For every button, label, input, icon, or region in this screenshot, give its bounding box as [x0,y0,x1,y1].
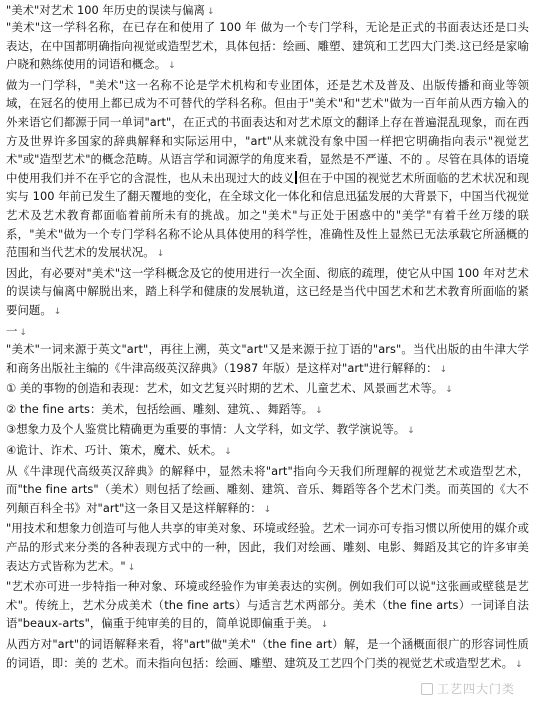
paragraph-oxford-text: 从《牛津现代高级英汉辞典》的解释中，显然未将"art"指向今天我们所理解的视觉艺术或造型艺术，而"the fine arts"（美术）则包括了绘画、雕刻、建筑、音乐、舞蹈等各个艺术门类。而英国的《大不列颠百科全书》对"art"这一条目又是这样解释的： [6,463,529,515]
paragraph-mark-icon: ↓ [263,504,272,515]
quote-britannica-2-text: "艺术亦可进一步特指一种对象、环境或经验作为审美表达的实例。例如我们可以说"这张画或壁毯是艺术"。传统上，艺术分成美术（the fine arts）与适言艺术两部分。美术（the fine arts）一词译自法语"beaux-arts"，偏重于纯审美的目的，简单说即偏重于美。 [6,579,529,631]
paragraph-mark-icon: ↓ [127,562,136,573]
watermark-text: 工艺四大门类 [436,682,515,696]
paragraph-mark-icon: ↓ [206,7,215,17]
quote-britannica-2 [6,577,529,635]
document-title [6,2,529,18]
definition-item-2 [6,400,529,421]
paragraph-mark-icon: ↓ [315,405,323,416]
paragraph-mark-icon: ↓ [19,327,27,338]
definition-item-1 [6,379,529,400]
watermark [421,680,515,697]
paragraph-intro [6,18,529,76]
paragraph-etymology [6,340,529,379]
paragraph-mark-icon: ↓ [407,426,415,437]
paragraph-mark-icon: ↓ [320,620,329,631]
paragraph-oxford [6,462,529,520]
paragraph-discipline [6,76,529,264]
paragraph-mark-icon: ↓ [515,659,523,670]
definition-text-1: ① 美的事物的创造和表现：艺术，如文艺复兴时期的艺术、儿童艺术、风景画艺术等。 [6,381,444,396]
paragraph-intro-text: "美术"这一学科名称，在已存在和使用了 100 年 做为一个专门学科，无论是正式的书面表达还是口头表达，在中国都明确指向视觉或造型艺术，具体包括：绘画、雕塑、建筑和工艺四大门类.这已经是家喻户晓和熟练使用的词语和概念。 [6,20,529,72]
section-heading-text: 一 [6,323,18,338]
paragraph-discipline-text-a: 做为一门学科，"美术"这一名称不论是学术机构和专业团体，还是艺术及普及、出版传播和商业等领域，在冠名的使用上都已成为不可替代的学科名称。但由于"美术"和"艺术"做为一百年前从西方输入的外来语它们都源于同一单词"art"，在正式的书面表达和对艺术原文的翻译上存在普遍混乱现象，而在西方及世界许多国家的辞典解释和实际运用中，"art"从来就没有象中国一样把它明确指向表示"视觉艺术"或"造型艺术"的概念范畴。从语言学和词源学的角度来看，显然是不严谨、不的 。尽管在具体的语境中使用我们并不在乎它的含混性，也从未出现过大的歧义 [6,77,529,185]
title-text: "美术"对艺术 100 年历史的误读与偏离 [6,3,205,17]
definition-text-3: ③想象力及个人鉴赏比精确更为重要的事情：人文学科，如文学、教学演说等。 [6,422,406,437]
section-heading [6,322,529,341]
paragraph-mark-icon: ↓ [168,61,176,72]
definition-item-3 [6,420,529,441]
quote-britannica-1 [6,519,529,577]
definition-text-4: ④诡计、诈术、巧计、策术，魔术、妖术。 [6,443,223,458]
paragraph-mark-icon: ↓ [156,249,165,260]
quote-britannica-1-text: "用技术和想象力创造可与他人共享的审美对象、环境或经验。艺术一词亦可专指习惯以所使用的媒介或产品的形式来分类的各种表现方式中的一种，因此，我们对绘画、雕刻、电影、舞蹈及其它的许多审美表达方式皆称为艺术。" [6,521,529,573]
paragraph-discipline-text-b: 但在于中国的视觉艺术所面临的艺术状况和现实与 100 年前已发生了翻天覆地的变化，在全球文化一体化和信息迅猛发展的大背景下，中国当代视觉艺术及艺术教育都面临着前所未有的挑战。加之"美术"与正处于困惑中的"美学"有着千丝万缕的联系，"美术"做为一个专门学科名称不论从具体使用的科学性，准确性及性上显然已无法承载它所涵概的范围和当代艺术的发展状况。 [6,170,529,260]
definition-text-2: ② the fine arts：美术，包括绘画、雕刻、建筑、、舞蹈等。 [6,401,314,416]
paragraph-mark-icon: ↓ [224,447,232,458]
watermark-logo-icon [421,683,433,695]
paragraph-conclusion-text: 从西方对"art"的词语解释来看，将"art"做"美术"（the fine art）解，是一个涵概面很广的形容词性质的词语，即：美的 艺术。而未指向包括：绘画、雕塑、建筑及工艺四个门类的视觉艺术或造型艺术。 [6,637,529,670]
paragraph-mark-icon: ↓ [439,364,448,375]
paragraph-etymology-text: "美术"一词来源于英文"art"，再往上溯，英文"art"又是来源于拉丁语的"ars"。当代出版的由牛津大学和商务出版社主编的《牛津高级英汉辞典》（1987 年版）是这样对"art"进行解释的： [6,342,529,375]
paragraph-conclusion [6,635,529,674]
paragraph-necessity-text: 因此，有必要对"美术"这一学科概念及它的使用进行一次全面、彻底的疏理，使它从中国 100 年对艺术的误读与偏离中解脱出来，踏上科学和健康的发展轨道，这已经是当代中国艺术和艺术教育所面临的紧要问题。 [6,265,529,317]
paragraph-mark-icon: ↓ [445,385,453,396]
paragraph-necessity [6,264,529,322]
paragraph-mark-icon: ↓ [53,306,62,317]
definition-item-4 [6,441,529,462]
